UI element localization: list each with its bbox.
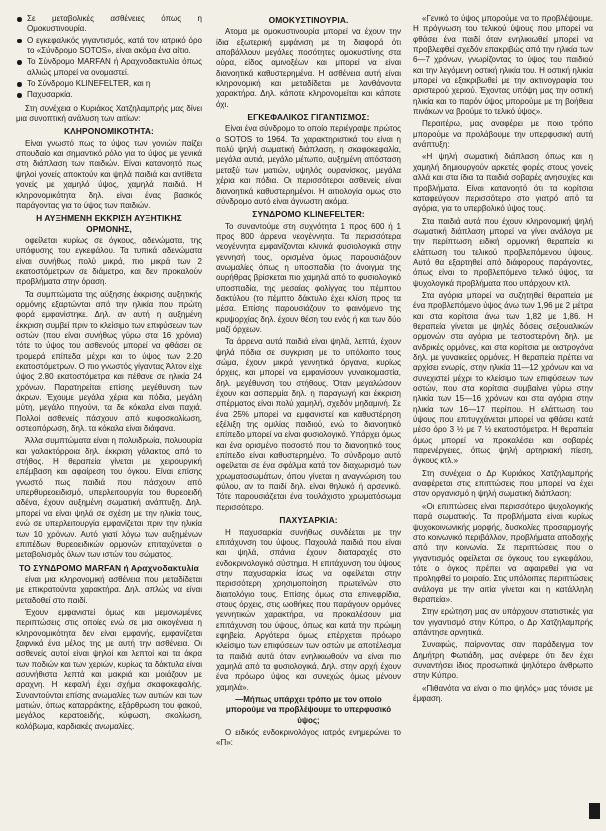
column-3	[413, 14, 593, 817]
paragraph: Τα άρρενα αυτά παιδιά είναι ψηλά, λεπτά, έχουν ψηλά πόδια σε συγκριση με το υπόλοιπο τους σώμα, έχουν μικρά γεννητικά όργανα, κυρίως όρχεις, και μπορεί να εμφανίσουν γυναικομαστία, δηλ. μεγέθυνση του στήθους. Όταν μεγαλώσουν έχουν και ασπερμία δηλ. η παραγωγή και έκκριση σπέρματος είναι πολύ χαμηλή, σχεδόν μηδαμινή. Σε ένα 25% μπορεί να εμφανιστεί και καθυστέρηση εξέλιξη της ομιλίας παιδιού, ενώ το διανοητικό επίπεδο μπορεί να είναι φυσιολογικό. Υπάρχει όμως και ένα ορισμένο ποσοστό που το διανοητικό τους επίπεδο είναι καθυστερημένο. Το σύνδρομο αυτό οφείλεται σε ένα σφάλμα κατά τον διαχωρισμό των χρωματοσωμάτων, όπου γίνεται η αναγνώριση του φύλου, αν το παιδί δηλ. είναι θηλυκό ή αρσενικό. Τότε παρουσιάζεται ένα τουλάχιστο χρωματόσωμα περισσότερο.	[216, 337, 401, 512]
paragraph: Περαιτέρω, μας αναφέρει με ποιο τρόπο μπορούμε να προλάβουμε την υπερφυσική αυτή ανάπτυξη:	[413, 119, 593, 150]
paragraph: Τα συμπτώματα της αύξησης έκκρισης αυξητικής ορμόνης εξαρτώνται από την ηλικία που πρώτη φορά εμφανίστηκε. Δηλ. αν αυτή η αυξημένη έκκριση συμβεί πριν το κλείσιμο των επιφύσεων των οστών (που είναι συνήθως γύρω στα 16 χρόνια) τότε το ύψος του ασθενούς μπορεί να φθάσει σε τρομερά επίπεδα μέχρι και το ύψος των 2.20 εκατοστόμετρων. Ο πιο γνωστός γίγαντας Άλτον είχε ύψος 2.80 εκατοστόμετρα και πέθανε σε ηλικία 24 χρόνων. Παρατηρείται επίσης μεγέθυνση των άκρων. Έχουμε μεγάλα χέρια και πόδια, μεγάλη μύτη, μεγάλο πηγούνι, τα δε κόκαλα είναι παχιά. Πολλοί ασθενείς πάσχουν από κυφοσκολίωση, οστεοπόρωση, δηλ. τα κόκαλα είναι διάφανα.	[16, 289, 202, 434]
bullet-icon	[17, 39, 22, 44]
paragraph: Στα παιδιά αυτά που έχουν κληρονομική ψηλή σωματική διάπλαση μπορεί να γίνει ανάλογα με την περίπτωση ειδική ορμονική θεραπεία κι ελάττωση του τελικού προβλεπόμενου ύψους. Αυτό θα εξαρτηθεί από διάφορους παράγοντες, όπως είναι το προβλεπόμενο τελικό ύψος, τα ψυχολογικά προβλήματα που υπάρχουν κτλ.	[413, 216, 593, 288]
paragraph: Άλλα συμπτώματα είναι η πολυιδρωία, πολυουρία και γαλακτόρροια δηλ. έκκριση γάλακτος από το στήθος. Η θεραπεία γίνεται με χειρουργική επέμβαση και αφαίρεση του όγκου. Είναι επίσης γνωστό πως παιδιά που πάσχουν από υπερθυρεοειδισμό, υπερλειτουργία του θυρεοειδή αδένα, έχουν αυξημένη σωματική ανάπτυξη. Δηλ. μπορεί να είναι ψηλά σε σχέση με την ηλικία τους, ενώ σε υπερλειτουργία εμφανίζεται πριν την ηλικία των 10 χρόνων. Αυτό γιατί λόγω των αυξημένων επιπέδων θυρεοειδικών ορμονών επιταχύνεται ο μεταβολισμός όλων των ιστών του σώματος.	[16, 436, 202, 560]
list-item	[16, 36, 202, 57]
paragraph: Είναι ένα σύνδρομο το οποίο περιέγραψε πρώτος ο SOTOS το 1964. Τα χαρακτηριστικά του είναι η πολύ ψηλή σωματική διάπλαση, η σκαφοκεφαλία, μεγάλα αυτιά, μεγάλο μέτωπο, αυξημένη απόσταση μεταξύ των ματιών, υψηλός ουρανίσκος, μεγάλα χέρια και πόδια. Οι περισσότεροι ασθενείς είναι διανοητικά καθυστερημένοι. Η αιτιολογία ομως στο σύνδρομο αυτό είναι άγνωστη ακόμα.	[216, 124, 401, 206]
section-heading: ΚΛΗΡΟΝΟΜΙΚΟΤΗΤΑ:	[64, 126, 154, 137]
paragraph: Στη συνέχεια ο Κυριάκος Χατζηλαμπρής μας δίνει μια συνοπτική ανάλυση των αιτίων:	[16, 103, 202, 124]
cause-list	[16, 14, 202, 101]
interview-question	[216, 695, 401, 726]
paragraph: Είναι γνωστό πως το ύψος των γονιών παίζει σπουδαίο και σημαντικό ρόλο για το ύψος με γενικά στη διάπλαση των παιδιών. Είναι κατανοητό πως ψηλοί γονείς αποκτούν και ψηλά παιδιά και αντίθετα γονείς με χαμηλό ύψος, χαμηλά παιδιά. Η κληρονομικότητα δηλ. είναι ένας βασικός παράγοντας για το ύψος των παιδιών.	[16, 138, 202, 210]
paragraph: Στη συνέχεια ο Δρ Κυριάκος Χατζηλαμπρής αναφέρεται στις επιπτώσεις που μπορεί να έχει στον οργανισμό η ψηλή σωματική διάπλαση:	[413, 468, 593, 499]
section-heading: ΟΜΟΚΥΣΤΙΝΟΥΡΙΑ.	[268, 15, 349, 25]
list-item	[16, 90, 202, 100]
bullet-icon	[17, 93, 22, 98]
list-item	[16, 14, 202, 35]
section-heading: Η ΑΥΞΗΜΕΝΗ ΕΚΚΡΙΣΗ ΑΥΞΗΤΙΚΗΣ ΟΡΜΟΝΗΣ,	[36, 213, 182, 234]
list-item	[16, 57, 202, 78]
page-corner-mark	[589, 803, 600, 819]
paragraph: οφείλεται κυρίως σε όγκους, αδενώματα, της υπόφυσης του εγκεφάλου. Τα τυπικά αδενώματα είναι συνήθως πολύ μικρά, πιο μικρά των 2 εκατοστόμετρων σε διάμετρο, και δεν προκαλούν προβλήματα στην όραση.	[16, 235, 202, 287]
paragraph: Συναφώς, παίρνοντας σαν παράδειγμα τον Δημήτρη Φωτιάδη, μας ανέφερε ότι δεν έχει συναντήσει ίδιος προσωπικά ψηλότερο άνθρωπο στην Κύπρο.	[413, 640, 593, 681]
column-1	[16, 14, 202, 817]
section-heading: ΣΥΝΔΡΟΜΟ KLINEFELTER:	[252, 209, 365, 220]
list-item-text: Ο εγκεφαλικός γιγαντισμός, κατά τον ιατρικό όρο το «Σύνδρομο SOTOS», είναι ακόμα ένα αίτιο.	[27, 35, 202, 56]
paragraph: Έχουν εμφανιστεί όμως και μεμονωμένες περιπτώσεις στις οποίες ενώ σε μια οικογένεια η κληρονομικότητα δεν είναι εμφανής, εμφανίζεται ξαφνικά ένα μέλος της με αυτή την ασθένεια. Οι ασθενείς αυτοί είναι ψηλοί και λεπτοί και τα άκρα των ποδιών και των χεριών, κυρίως τα δάκτυλα είναι ασυνήθιστα λεπτά και μακριά και μοιάζουν με αραχνη. Η κεφαλή έχει σχήμα σκαφοκεφαλής. Συναντούνται επίσης ανωμαλίες των αυτιών και των ματιών, όπως καταρράκτης, εξάρθρωση του φακού, μεγάλος κερατοειδής, κύφωση, σκολίωση, κολόβωμα, καρδιακές ανωμαλίες.	[16, 607, 202, 731]
paragraph: «Η ψηλή σωματική διάπλαση όπως και η χαμηλή δημιουργούν αρκετές φορές στους γονείς αλλά και στα ίδια τα παιδιά σοβαρές ανησυχίες και προβλήματα. Είναι κατανοητό ότι τα κορίτσια καταφεύγουν περισσότερο στο γιατρό από τα αγόρια, για το υπερβολικό ύψος τους.	[413, 152, 593, 214]
bullet-icon	[17, 17, 22, 22]
list-item-text: Σε μεταβολικές ασθένειες όπως η Ομοκυστινουρία.	[27, 14, 202, 34]
paragraph: Στην ερώτηση μας αν υπάρχουν στατιστικές για τον γιγαντισμό στην Κύπρο, ο Δρ Χατζηλαμπρής απάντησε αρνητικά.	[413, 607, 593, 637]
list-item-text: Παχυσαρκία.	[27, 90, 73, 100]
list-item	[16, 79, 202, 89]
paragraph: «Οι επιπτώσεις είναι περισσότερο ψυχολογικής παρά σωματικής. Τα προβλήματα είναι κυρίως ψυχοκοινωνικής μορφής, δυσκολίες προσαρμογής στο κοινωνικό περιβάλλον, προβλήματα αποδοχής από την κοινωνία. Σε περιπτώσεις που ο γιγαντισμός οφείλεται σε όγκους του εγκεφάλου, τότε ο όγκος πρέπει να αφαιρεθεί για να προληφθεί το μοιραίο. Στις υπόλοιπες περιπτώσεις ανάλογα με την αιτία γίνεται και η κατάλληλη θεραπεία».	[413, 501, 593, 604]
paragraph: «Πιθανότα να είναι ο πιο ψηλός» μας τόνισε με έμφαση.	[413, 683, 593, 703]
column-2	[216, 14, 401, 817]
paragraph: Ατομα με ομοκυστινουρία μπορεί να έχουν την ίδια εξωτερική εμφάνιση με τη διαφορά ότι αποβάλλουν μεγάλες ποσότητες ομοκυστίνης στα ούρα, είδος αμινοξέων και μπορεί να είναι διανοητικά καθυστερημένα. Η ασθένεια αυτή είναι κληρονομική και μεταδίδεται με λανθάνοντα χαρακτήρα. Δηλ. κάποτε κληρονομείται και κάποτε όχι.	[216, 27, 401, 109]
list-item-text: Το Σύνδρομο MARFAN ή Αραχνοδακτυλία όπως αλλιώς μπορεί να ονομαστεί.	[27, 57, 202, 77]
paragraph: Στα αγόρια μπορεί να συζητηθεί θεραπεία με ένα προβλεπόμενο ύψος άνω των 1,96 με 2 μέτρα και στα κορίτσια άνω των 1,82 με 1,86. Η θεραπεία γίνεται με ψηλές δόσεις σεξουαλικών ορμονών στα αγόρια με τεστοστερόνη δηλ. με ανδρικές ορμόνες, και στα κορίτσια με οιστρογόνα δηλ. με γυναικείες ορμόνες. Η θεραπεία πρέπει να αρχίσει ενωρίς, στην ηλικία 11—12 χρόνων και να συνεχιστεί μέχρι το κλείσιμο των επιφύσεων των οστών, που στα κορίτσια συμβαίνει γύρω στην ηλικία των 15—16 χρόνων και στα αγόρια στην ηλικία των 16—17 περίπου. Η ελάττωση του ύψους που επιτυγχάνεται μπορεί να φθάσει κατά μέσο όρο 3 ½ με 7 ½ εκατοστόμετρα. Η θεραπεία όμως μπορεί να προκαλέσει και σοβαρές παρενέργειες, όπως ψηλή αρτηριακή πίεση, όγκους κτλ.»	[413, 290, 593, 466]
paragraph: Η παχυσαρκία συνήθως συνδέεται με την επιτάχυνση του ύψους. Παχουλά παιδιά που είναι και ψηλά, σπάνια έχουν διαταραχές στο ενδοκρινολογικό σύστημα. Η επιτάχυνση του ύψους στην παχυσαρκία ίσως να οφείλεται στην περισσότερη χρησιμοποίηση πρωτεϊνών στο διαιτολόγιο τους. Επίσης όμως στα επινεφρίδια, στους όρχεις, στις ωοθήκες που παράγουν ορμόνες γεννητικών χαρακτήρα, να προκαλέσουν μια επιτάχυνση του ύψους, όπως και κατά την πρώιμη εφηβεία. Αργότερα όμως επέρχεται πρόωρο κλείσιμο των επιφύσεων των οστών με αποτέλεσμα τα παιδιά αυτά όταν ενηλικιωθούν να είναι πιο χαμηλά από τα φυσιολογικά. Δηλ. στην αρχή έχουν ένα πρόωρο ύψος και συνεχώς όμως μένουν χαμηλά».	[216, 527, 401, 692]
bullet-icon	[17, 82, 22, 87]
section-heading: ΤΟ ΣΥΝΔΡΟΜΟ MARFAN ή Αραχνοδακτυλία	[19, 562, 199, 573]
section-heading: ΕΓΚΕΦΑΛΙΚΟΣ ΓΙΓΑΝΤΙΣΜΟΣ:	[247, 112, 370, 123]
paragraph: Ο ειδικός ενδοκρινολόγος ιατρός ενημερώνει το «Π»:	[216, 728, 401, 748]
section-heading: ΠΑΧΥΣΑΡΚΙΑ:	[279, 515, 338, 526]
bullet-icon	[17, 60, 22, 65]
question-text: —Μήπως υπάρχει τρόπο με τον οποίο μπορούμε να προβλέψουμε το υπερφυσικό ύψος;	[225, 695, 392, 725]
paragraph: είναι μια κληρονομική ασθένεια που μεταδίδεται με επικρατούντα χαρακτήρα. Δηλ. απλώς να είναι μεταδοθεί στο παιδί.	[16, 574, 202, 605]
paragraph: Το συναντούμε στη συχνότητα 1 προς 600 ή 1 προς 800 άρρενα νεογέννητα. Τα περισσότερα νεογέννητα εμφανίζονται κλινικά φυσιολογικά στην γεννησή τους, ορισμένα όμως παρουσιάζουν ανωμαλίες όπως η υποσπαδία (το άνοιγμα της ουρήθρας βρίσκεται πιο χαμηλά από το φυσιολογικό υποσπαδία, της μεσαίας φολίγγας του πέμπτου δακτύλου (το πέμπτο δάκτυλο έχει κλίση προς τα μέσα. Επίσης παρουσιάζουν το φαινόμενο της κρυψορχίας δηλ. έχουν θέση του ενός ή και των δύο μαζί όρχεων.	[216, 221, 401, 334]
list-item-text: Το Σύνδρομο KLINEFELTER, και η	[27, 79, 151, 89]
paragraph: «Γενικό το ύψος μπορούμε να το προβλέψουμε. Η πρόγνωση του τελικού ύψους που μπορεί να φθάσει ένα παιδί όταν ενηλικιωθεί μπορεί να προβλεφθεί σχεδόν επακριβώς από την ηλικία των 6—7 χρόνων, γνωρίζοντας το ύψος του παιδιού και την λεγόμενη οστική ηλικία του. Η οστική ηλικία μπορεί να εξακριβωθεί με την ακτινογραφία του αριστερού χεριού. Έχοντας υπόψη μας την οστική ηλικία και το παρόν ύψος μπορούμε με τη βοήθεια πινάκων να βρούμε το τελικό ύψος».	[413, 14, 593, 117]
